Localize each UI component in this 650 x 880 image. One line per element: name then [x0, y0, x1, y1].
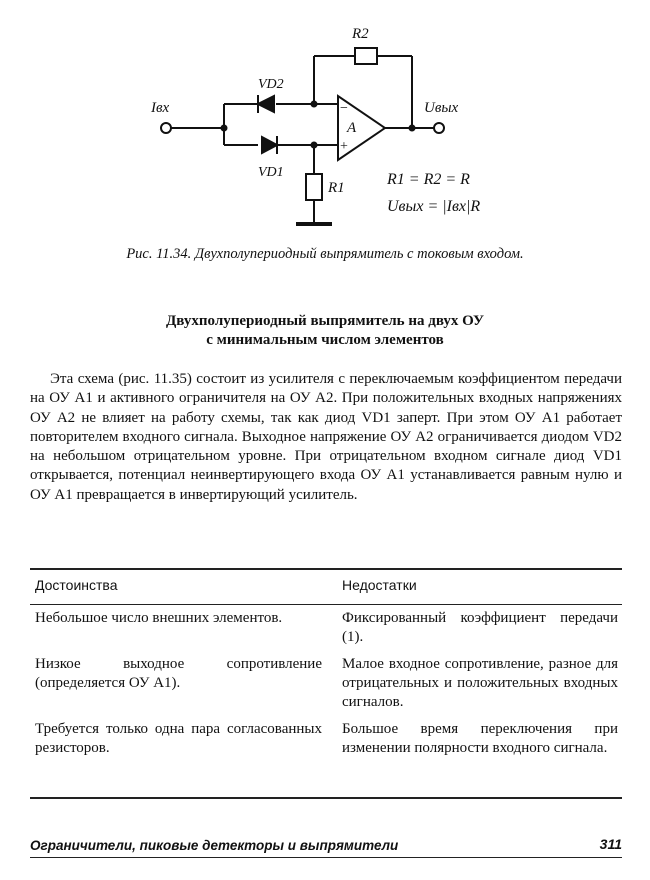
table-row [30, 609, 622, 655]
diode-vd2 [258, 96, 274, 112]
table-cell: Требуется только одна пара согласованных резисторов. [35, 721, 322, 756]
table-cell: Небольшое число внешних элементов. [35, 610, 283, 626]
table-row [30, 655, 622, 720]
running-title: Ограничители, пиковые детекторы и выпрямители [30, 838, 399, 853]
figure-caption: Рис. 11.34. Двухполупериодный выпрямитель с токовым входом. [126, 246, 524, 262]
table-cell: Малое входное сопротивление, разное для отрицательных и положительных входных сигналов. [342, 656, 618, 710]
formula-output: Uвых = |Iвх|R [387, 198, 481, 215]
table-row [30, 720, 622, 766]
label-r1: R1 [328, 180, 345, 196]
heading-line-1: Двухполупериодный выпрямитель на двух ОУ [165, 313, 484, 329]
body-paragraph [30, 370, 622, 505]
circuit-schematic [0, 0, 650, 240]
paragraph-text: Эта схема (рис. 11.35) состоит из усилителя с переключаемым коэффициентом передачи на ОУ A1 и активного ограничителя на ОУ A2. При положительных входных напряжениях ОУ A2 не влияет на работу схемы, так как диод VD1 заперт. При этом ОУ A1 работает повторителем входного сигнала. Выходное напряжение ОУ A2 ограничивается диодом VD2 на небольшом отрицательном уровне. При отрицательном входном сигнале диод VD1 открывается, потенциал неинвертирующего входа ОУ A1 устанавливается равным нулю и ОУ A1 превращается в инвертирующий усилитель. [30, 371, 622, 503]
footer-rule [30, 857, 622, 858]
table-cell: Низкое выходное сопротивление (определяется ОУ A1). [35, 656, 322, 691]
diode-vd1 [262, 137, 277, 153]
table-cell: Большое время переключения при изменении полярности входного сигнала. [342, 721, 618, 756]
header-disadvantages: Недостатки [342, 577, 417, 593]
label-vd2: VD2 [258, 77, 284, 92]
table-top-rule [30, 568, 622, 570]
header-advantages: Достоинства [35, 577, 118, 593]
table-header-row [30, 572, 622, 603]
resistor-r1 [306, 174, 322, 200]
label-output: Uвых [424, 100, 459, 116]
heading-line-2: с минимальным числом элементов [206, 332, 444, 348]
label-r2: R2 [352, 26, 369, 42]
section-heading [30, 312, 620, 350]
table-bottom-rule [30, 797, 622, 799]
label-vd1: VD1 [258, 165, 284, 180]
label-amp: A [347, 120, 357, 136]
output-terminal [434, 123, 444, 133]
input-terminal [161, 123, 171, 133]
page-number: 311 [599, 836, 622, 852]
label-input: Iвх [151, 100, 170, 116]
formula-resistors: R1 = R2 = R [387, 171, 470, 188]
comparison-table [30, 572, 622, 766]
label-plus: + [340, 139, 348, 154]
label-minus: − [340, 101, 348, 116]
resistor-r2 [355, 48, 377, 64]
table-cell: Фиксированный коэффициент передачи (1). [342, 610, 618, 645]
